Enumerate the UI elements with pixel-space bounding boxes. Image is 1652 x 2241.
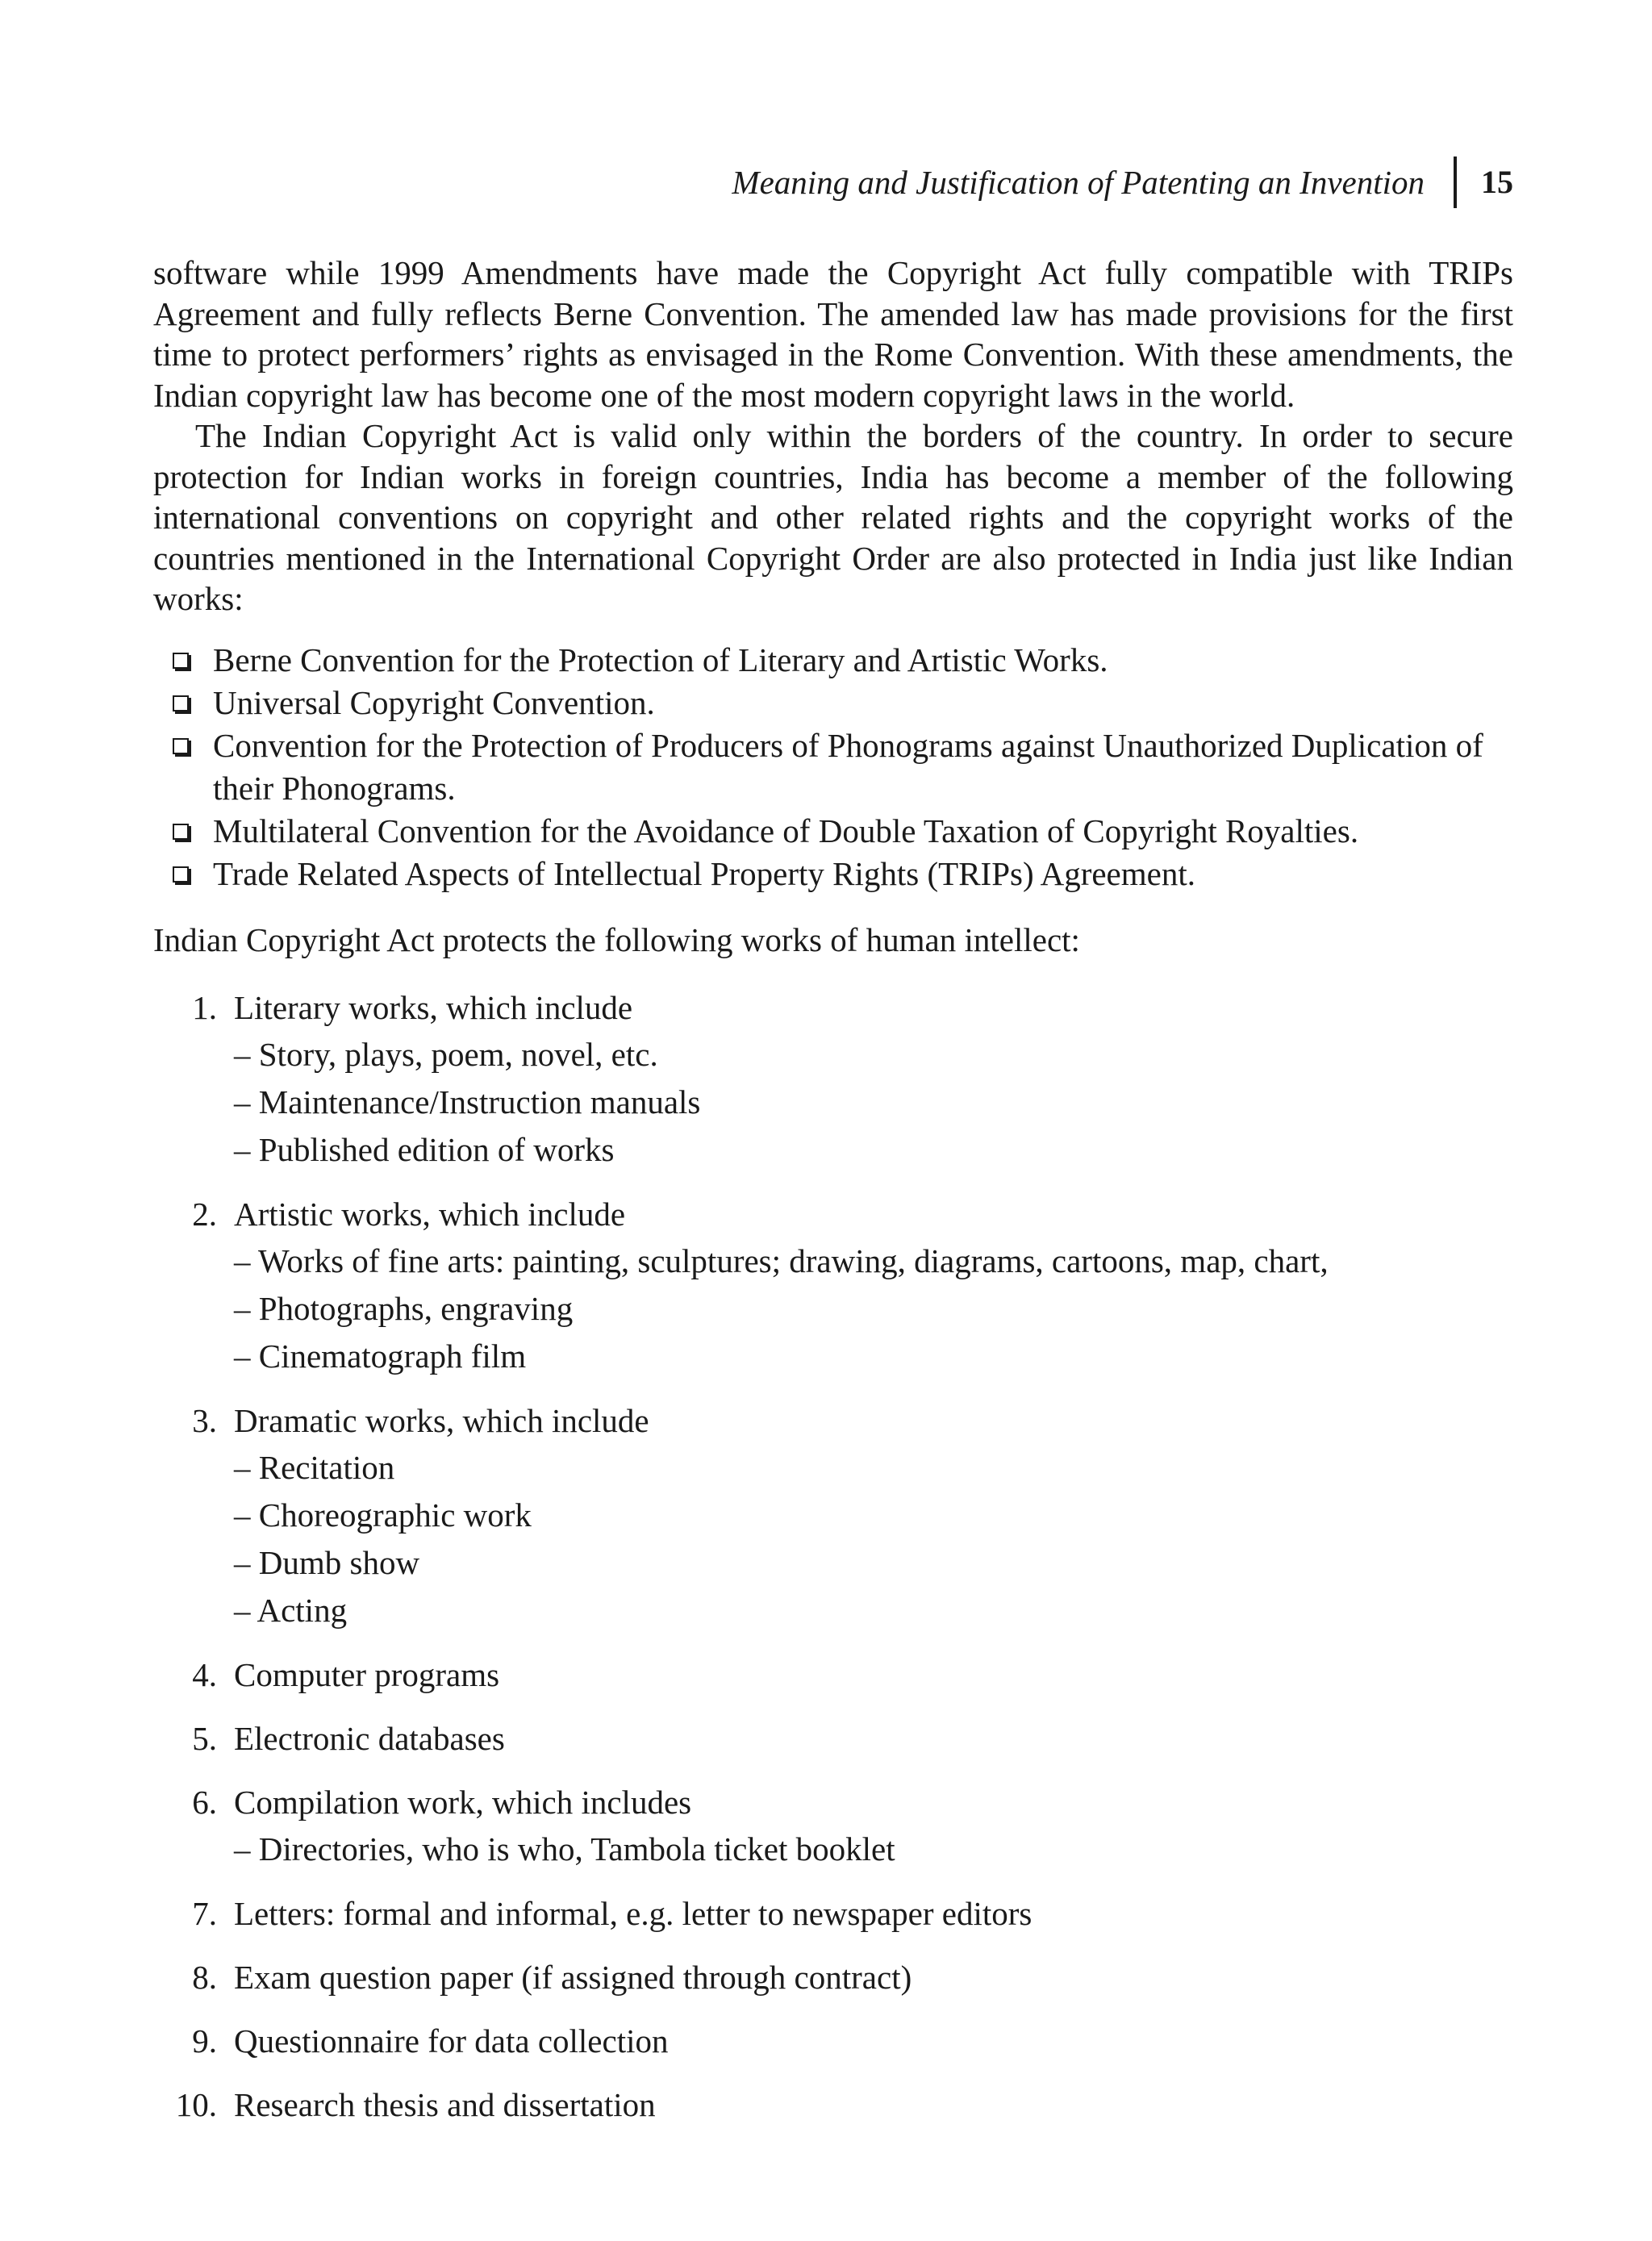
numbered-item <box>153 1779 1513 1873</box>
running-title: Meaning and Justification of Patenting an Invention <box>732 164 1425 201</box>
numbered-item <box>153 1715 1513 1762</box>
list-item-text: Multilateral Convention for the Avoidance of Double Taxation of Copyright Royalties. <box>213 812 1359 849</box>
sub-list <box>234 1237 1513 1380</box>
list-item-text: Universal Copyright Convention. <box>213 683 655 721</box>
item-label: Exam question paper (if assigned through contract) <box>234 1959 912 1996</box>
numbered-item <box>153 1191 1513 1380</box>
item-label: Electronic databases <box>234 1720 505 1757</box>
item-label: Letters: formal and informal, e.g. letter to newspaper editors <box>234 1895 1032 1932</box>
sub-item: – Acting <box>234 1592 348 1629</box>
numbered-item <box>153 2081 1513 2128</box>
checkbox-bullet-icon <box>173 738 189 754</box>
item-label: Dramatic works, which include <box>234 1402 649 1439</box>
item-number: 4. <box>192 1656 217 1693</box>
list-item <box>153 853 1513 895</box>
sub-item: – Photographs, engraving <box>234 1290 574 1327</box>
item-label: Artistic works, which include <box>234 1196 626 1233</box>
list-item-text: Trade Related Aspects of Intellectual Property Rights (TRIPs) Agreement. <box>213 854 1195 892</box>
item-label: Questionnaire for data collection <box>234 2022 669 2059</box>
item-number: 7. <box>192 1895 217 1932</box>
item-label: Compilation work, which includes <box>234 1784 692 1821</box>
sub-item: – Maintenance/Instruction manuals <box>234 1083 701 1120</box>
checkbox-bullet-icon <box>173 866 189 883</box>
conventions-list <box>153 639 1513 895</box>
item-number: 1. <box>192 989 217 1026</box>
item-label: Computer programs <box>234 1656 500 1693</box>
sub-item: – Choreographic work <box>234 1496 532 1534</box>
checkbox-bullet-icon <box>173 695 189 712</box>
list-item <box>153 639 1513 682</box>
numbered-item <box>153 1954 1513 2001</box>
item-number: 5. <box>192 1720 217 1757</box>
sub-item: – Cinematograph film <box>234 1338 527 1375</box>
item-label: Research thesis and dissertation <box>234 2086 656 2123</box>
list-item-text: Berne Convention for the Protection of Literary and Artistic Works. <box>213 641 1108 678</box>
list-item <box>153 810 1513 853</box>
body-text <box>153 252 1513 2145</box>
page-header <box>732 158 1513 207</box>
item-number: 9. <box>192 2022 217 2059</box>
page-number: 15 <box>1481 164 1513 200</box>
item-number: 6. <box>192 1784 217 1821</box>
numbered-item <box>153 2018 1513 2064</box>
item-number: 2. <box>192 1196 217 1233</box>
sub-item: – Recitation <box>234 1449 395 1486</box>
checkbox-bullet-icon <box>173 653 189 669</box>
list-item <box>153 682 1513 724</box>
works-list <box>153 984 1513 2128</box>
item-label: Literary works, which include <box>234 989 633 1026</box>
sub-item: – Story, plays, poem, novel, etc. <box>234 1036 658 1073</box>
sub-list <box>234 1826 1513 1873</box>
paragraph: The Indian Copyright Act is valid only within the borders of the country. In order to secure protection for Indian works in foreign countries, India has become a member of the following international conventions on copyright and other related rights and the copyright works of the countries mentioned in the International Copyright Order are also protected in India just like Indian works: <box>153 417 1513 617</box>
sub-item: – Published edition of works <box>234 1131 615 1168</box>
list-item <box>153 724 1513 810</box>
sub-item: – Directories, who is who, Tambola ticket booklet <box>234 1830 895 1868</box>
header-divider <box>1454 156 1457 208</box>
list-item-text: Convention for the Protection of Producers of Phonograms against Unauthorized Duplication of their Phonograms. <box>213 726 1483 807</box>
sub-list <box>234 1444 1513 1634</box>
sub-item: – Works of fine arts: painting, sculptures; drawing, diagrams, cartoons, map, chart, <box>234 1242 1329 1279</box>
numbered-item <box>153 1890 1513 1937</box>
numbered-item <box>153 984 1513 1174</box>
numbered-item <box>153 1397 1513 1634</box>
paragraph: software while 1999 Amendments have made the Copyright Act fully compatible with TRIPs Agreement and fully reflects Berne Convention. The amended law has made provisions for the first time to protect performers’ rights as envisaged in the Rome Convention. With these amendments, the Indian copyright law has become one of the most modern copyright laws in the world. <box>153 254 1513 414</box>
checkbox-bullet-icon <box>173 824 189 840</box>
item-number: 10. <box>175 2086 217 2123</box>
numbered-item <box>153 1651 1513 1698</box>
item-number: 8. <box>192 1959 217 1996</box>
sub-list <box>234 1031 1513 1174</box>
item-number: 3. <box>192 1402 217 1439</box>
sub-item: – Dumb show <box>234 1544 420 1581</box>
works-intro: Indian Copyright Act protects the following works of human intellect: <box>153 920 1080 958</box>
